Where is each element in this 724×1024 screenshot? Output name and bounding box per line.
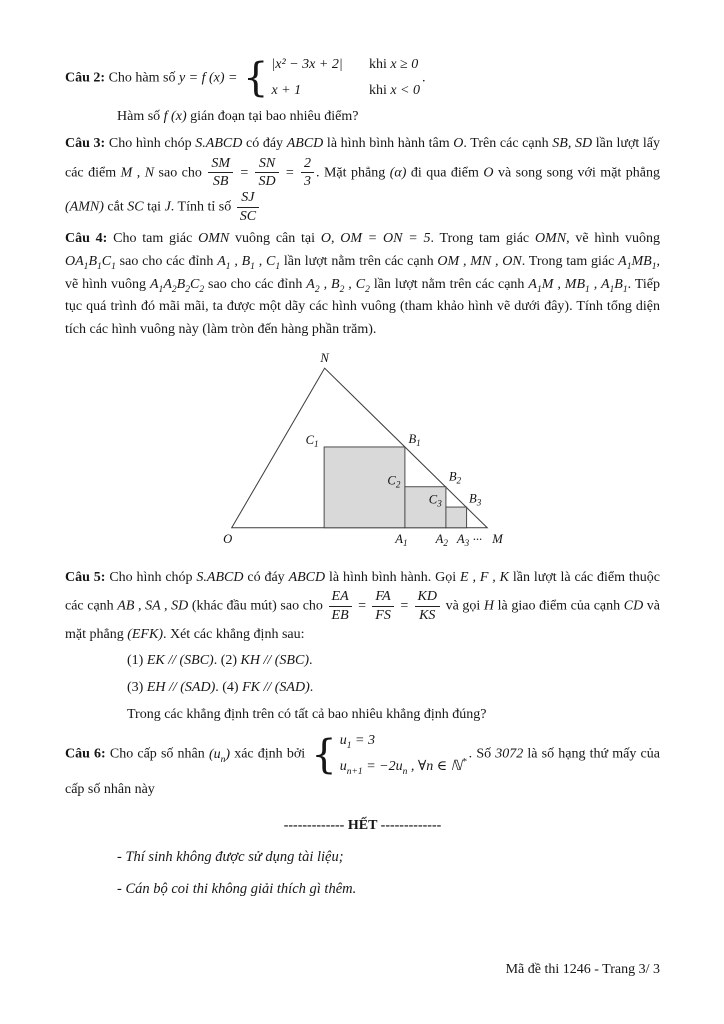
math-run: ABCD bbox=[286, 136, 324, 152]
fraction-ea-eb bbox=[329, 589, 352, 623]
exam-note-2: - Cán bộ coi thi không giải thích gì thêm. bbox=[117, 881, 357, 898]
cases-rows bbox=[271, 54, 420, 102]
math-run: J bbox=[164, 199, 171, 215]
fraction-numerator: FA bbox=[372, 589, 394, 607]
fraction-denominator: FS bbox=[375, 608, 391, 624]
text-run: , vẽ hình vuông bbox=[566, 231, 661, 247]
text-run: và song song với mặt phẳng bbox=[493, 165, 660, 181]
question-4 bbox=[65, 228, 660, 341]
text-run: Cho cấp số nhân bbox=[105, 746, 209, 762]
math-run: OMN bbox=[534, 231, 567, 247]
math-run: x ≥ 0 bbox=[390, 57, 419, 72]
math-run: $A_1MB_1$ bbox=[618, 254, 657, 272]
text-run: . Trong tam giác bbox=[521, 254, 619, 270]
figure-label-c3: $C_3$ bbox=[428, 492, 442, 509]
math-run: (AMN) bbox=[65, 199, 104, 215]
fraction-numerator: 2 bbox=[301, 156, 314, 174]
math-run: |x² − 3x + 2| bbox=[271, 57, 343, 72]
text-run: Trong các khẳng định trên có tất cả bao nhiêu khẳng định đúng? bbox=[127, 706, 487, 722]
text-run: và mặt phẳng bbox=[65, 598, 661, 642]
math-run: x + 1 bbox=[271, 82, 302, 98]
text-run: (khác đầu mút) sao cho bbox=[188, 598, 327, 614]
text-run: là hình bình hành tâm bbox=[323, 136, 454, 152]
fraction-numerator: EA bbox=[329, 589, 352, 607]
text-run: . (2) bbox=[213, 653, 241, 669]
text-run: gián đoạn tại bao nhiêu điểm? bbox=[186, 109, 359, 125]
math-run: 3072 bbox=[495, 746, 524, 762]
math-run: O bbox=[453, 136, 464, 152]
math-run: S.ABCD bbox=[196, 569, 244, 585]
figure-label-b3: $B_3$ bbox=[468, 491, 481, 508]
math-run: O bbox=[320, 231, 331, 247]
text-run: có đáy bbox=[243, 569, 289, 585]
fraction-numerator: SJ bbox=[237, 190, 259, 208]
fraction-sm-sb bbox=[208, 156, 233, 190]
question-5-statement-1-2 bbox=[65, 650, 660, 673]
text-run: . Trong tam giác bbox=[430, 231, 535, 247]
fraction-denominator: EB bbox=[331, 608, 349, 624]
square-1 bbox=[324, 447, 405, 528]
question-2-line2 bbox=[65, 106, 660, 129]
math-run: FK // (SAD) bbox=[242, 680, 310, 696]
math-run: OM , MN , ON bbox=[437, 254, 522, 270]
text-run: có đáy bbox=[242, 136, 287, 152]
math-run: O bbox=[483, 165, 494, 181]
figure-svg bbox=[208, 350, 518, 552]
math-run: S.ABCD bbox=[195, 136, 243, 152]
left-brace: { bbox=[243, 55, 269, 102]
fraction-denominator: SD bbox=[258, 174, 276, 190]
text-run: lần lượt nằm trên các cạnh bbox=[280, 254, 438, 270]
sequence-cases bbox=[311, 730, 466, 778]
fraction-sj-sc bbox=[237, 190, 259, 224]
question-6 bbox=[65, 730, 660, 801]
piecewise-cases bbox=[243, 54, 420, 102]
text-run: , vẽ hình vuông bbox=[65, 254, 660, 292]
fraction-2-3 bbox=[301, 156, 314, 190]
fraction-denominator: KS bbox=[419, 608, 436, 624]
fraction-numerator: SN bbox=[255, 156, 278, 174]
text-run: Cho hàm số bbox=[105, 70, 179, 86]
math-run: $(u_n)$ bbox=[208, 746, 231, 765]
math-run: = bbox=[395, 598, 413, 614]
math-run: AB , SA , SD bbox=[117, 598, 189, 614]
figure-label-o: O bbox=[222, 531, 232, 546]
text-run: Hàm số bbox=[117, 109, 164, 125]
text-run: sao cho các đỉnh bbox=[115, 254, 218, 270]
figure-label-n: N bbox=[319, 350, 329, 365]
math-run: EK // (SBC) bbox=[146, 653, 214, 669]
question-5-statement-3-4 bbox=[65, 677, 660, 700]
text-run: . Số bbox=[468, 746, 496, 762]
math-run: $A_1M$ , $MB_1$ , $A_1B_1$ bbox=[528, 276, 628, 295]
text-run: khi bbox=[365, 82, 391, 98]
fraction-fa-fs bbox=[372, 589, 394, 623]
text-run: (1) bbox=[127, 653, 147, 669]
math-run: $OA_1B_1C_1$ bbox=[65, 254, 116, 272]
left-brace: { bbox=[311, 731, 337, 778]
math-run: x < 0 bbox=[390, 82, 421, 98]
text-run: sao cho các đỉnh bbox=[204, 276, 307, 292]
figure-nested-squares bbox=[65, 350, 660, 557]
figure-label-c1: $C_1$ bbox=[305, 432, 319, 449]
text-run: và gọi bbox=[441, 598, 484, 614]
question-5-final bbox=[65, 704, 660, 727]
question-3-label: Câu 3: bbox=[65, 136, 106, 152]
text-run: . bbox=[309, 653, 313, 669]
math-run: M , N bbox=[120, 165, 155, 181]
case-row-1 bbox=[271, 54, 420, 77]
math-run: EH // (SAD) bbox=[146, 680, 216, 696]
fraction-denominator: SC bbox=[239, 208, 257, 224]
figure-label-dots: ... bbox=[472, 528, 483, 543]
math-run: = bbox=[280, 165, 299, 181]
figure-label-a3: $A_3$ bbox=[456, 531, 469, 548]
question-3 bbox=[65, 133, 660, 224]
text-run: là hình bình hành. Gọi bbox=[325, 569, 461, 585]
fraction-numerator: KD bbox=[415, 589, 440, 607]
question-6-label: Câu 6: bbox=[65, 746, 106, 762]
math-run: f (x) bbox=[163, 109, 187, 125]
figure-label-c2: $C_2$ bbox=[386, 473, 400, 490]
text-run: Cho tam giác bbox=[107, 231, 199, 247]
text-run: đi qua điểm bbox=[406, 165, 484, 181]
text-run: xác định bởi bbox=[230, 746, 310, 762]
text-run: tại bbox=[143, 199, 165, 215]
text-run: là giao điểm của cạnh bbox=[494, 598, 624, 614]
text-run: . Mặt phẳng bbox=[315, 165, 390, 181]
math-run: OMN bbox=[198, 231, 230, 247]
text-run: . bbox=[309, 680, 314, 696]
text-run: Cho hình chóp bbox=[105, 136, 196, 152]
fraction-denominator: 3 bbox=[303, 174, 311, 190]
question-2 bbox=[65, 54, 660, 102]
text-run: sao cho bbox=[154, 165, 207, 181]
math-run: $A_1$ , $B_1$ , $C_1$ bbox=[217, 254, 281, 272]
fraction-numerator: SM bbox=[208, 156, 233, 174]
text-run: lần lượt là các điểm thuộc các cạnh bbox=[65, 569, 660, 614]
figure-label-a2: $A_2$ bbox=[435, 531, 448, 548]
figure-label-b1: $B_1$ bbox=[407, 431, 421, 448]
square-3 bbox=[445, 507, 466, 528]
math-run: y = f (x) = bbox=[178, 70, 241, 86]
text-run: . bbox=[422, 70, 426, 86]
math-run: KH // (SBC) bbox=[240, 653, 309, 669]
math-run: $A_1A_2B_2C_2$ bbox=[149, 276, 205, 295]
math-run: SC bbox=[127, 199, 144, 215]
text-run: (3) bbox=[127, 680, 147, 696]
text-run: vuông cân tại bbox=[229, 231, 321, 247]
text-run: Cho hình chóp bbox=[105, 569, 197, 585]
case-row-2 bbox=[271, 80, 420, 103]
case-row-2: $u_{n+1} = -2u_n$ , ∀n ∈ ℕ* bbox=[339, 757, 467, 777]
text-run: . Tiếp tục quá trình đó mãi mãi, ta được một dãy các hình vuông (tham khảo hình vẽ dưới đây). Tính tổng diện tích các hình vuông này (làm tròn đến hàng phần trăm). bbox=[65, 276, 660, 338]
figure-label-a1: $A_1$ bbox=[394, 531, 408, 548]
question-4-label: Câu 4: bbox=[65, 231, 108, 247]
page-footer: Mã đề thi 1246 - Trang 3/ 3 bbox=[505, 962, 660, 977]
question-5 bbox=[65, 567, 660, 647]
text-run: . Tính tỉ số bbox=[170, 199, 235, 215]
case-row-1: $u_1 = 3$ bbox=[339, 733, 375, 752]
math-run: = bbox=[235, 165, 254, 181]
text-run: . Xét các khẳng định sau: bbox=[162, 626, 305, 642]
math-run: OM = ON = 5 bbox=[340, 231, 431, 247]
text-run: khi bbox=[365, 57, 391, 72]
math-run: E , F , K bbox=[460, 569, 509, 585]
fraction-kd-ks bbox=[415, 589, 440, 623]
figure-label-m: M bbox=[491, 531, 503, 546]
fraction-sn-sd bbox=[255, 156, 278, 190]
exam-note-1: - Thí sinh không được sử dụng tài liệu; bbox=[117, 848, 344, 865]
text-run: lần lượt lấy các điểm bbox=[65, 136, 661, 181]
cases-rows bbox=[340, 730, 467, 778]
math-run: ABCD bbox=[288, 569, 326, 585]
text-run: . Trên các cạnh bbox=[463, 136, 553, 152]
end-marker: ------------- HẾT ------------- bbox=[283, 818, 442, 834]
figure-label-b2: $B_2$ bbox=[448, 469, 461, 486]
text-run: . (4) bbox=[215, 680, 243, 696]
question-5-label: Câu 5: bbox=[65, 569, 106, 585]
math-run: (EFK) bbox=[127, 626, 163, 642]
fraction-denominator: SB bbox=[212, 174, 229, 190]
math-run: $A_2$ , $B_2$ , $C_2$ bbox=[306, 276, 370, 295]
math-run: CD bbox=[623, 598, 644, 614]
math-run: H bbox=[483, 598, 495, 614]
text-run: cắt bbox=[103, 199, 128, 215]
math-run: SB, SD bbox=[552, 136, 593, 152]
math-run: = bbox=[353, 598, 371, 614]
text-run: , bbox=[330, 231, 341, 247]
math-run: (α) bbox=[389, 165, 407, 181]
text-run: là số hạng thứ mấy của cấp số nhân này bbox=[65, 746, 660, 797]
text-run: lần lượt nằm trên các cạnh bbox=[369, 276, 529, 292]
question-2-label: Câu 2: bbox=[65, 70, 106, 86]
